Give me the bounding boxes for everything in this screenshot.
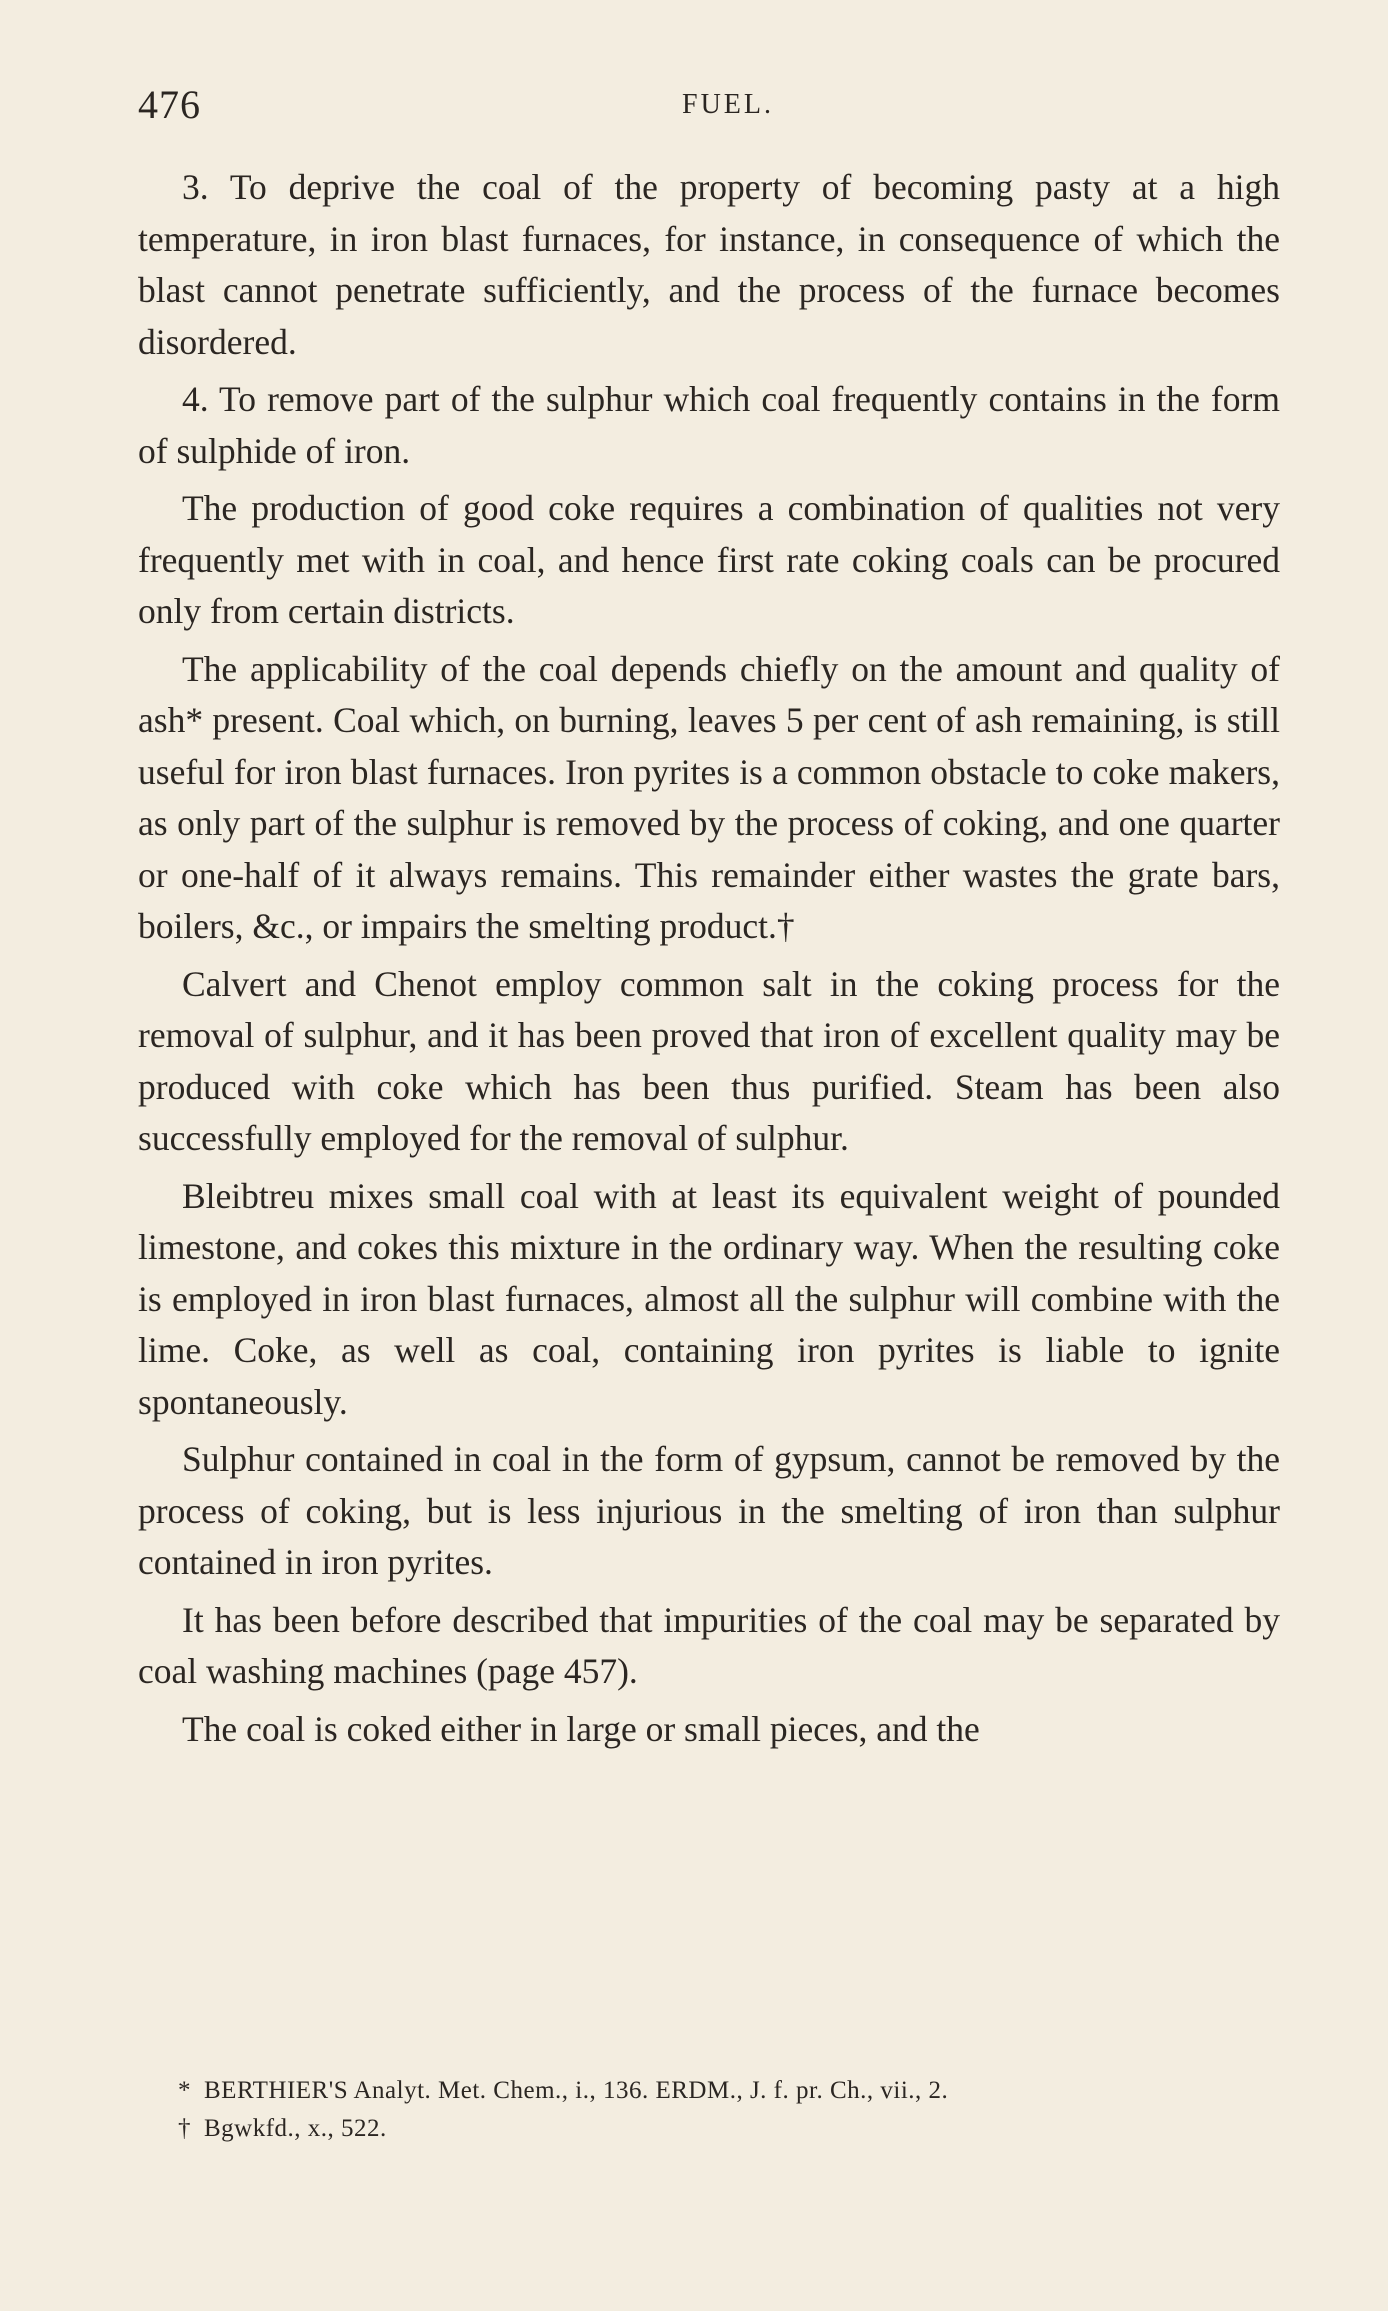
body-text — [138, 162, 1280, 1761]
paragraph-coking-pieces: The coal is coked either in large or small pieces, and the — [182, 1708, 980, 1749]
footnote-mark: * — [178, 2077, 191, 2104]
paragraph-bleibtreu: Bleibtreu mixes small coal with at least its equivalent weight of pounded limestone, and cokes this mixture in the ordinary way. When the resulting coke is employed in iron blast furnaces, almost all the sulphur will combine with the lime. Coke, as well as coal, containing iron pyrites is liable to ignite spontaneously. — [138, 1175, 1280, 1422]
footnote-text: BERTHIER'S Analyt. Met. Chem., i., 136. ERDM., J. f. pr. Ch., vii., 2. — [204, 2077, 949, 2104]
footnote-text: Bgwkfd., x., 522. — [204, 2115, 387, 2142]
paragraph-item-3: 3. To deprive the coal of the property of becoming pasty at a high temperature, in iron blast furnaces, for instance, in consequence of which the blast cannot penetrate sufficiently, and the process of the furnace becomes disordered. — [138, 167, 1280, 362]
paragraph-calvert-chenot: Calvert and Chenot employ common salt in the coking process for the removal of sulphur, and it has been proved that iron of excellent quality may be produced with coke which has been thus purified. Steam has been also successfully employed for the removal of sulphur. — [138, 963, 1280, 1158]
footnote-dagger — [178, 2110, 1248, 2148]
footnote-asterisk — [178, 2072, 1248, 2110]
paragraph-coal-washing: It has been before described that impurities of the coal may be separated by coal washing machines (page 457). — [138, 1599, 1280, 1691]
running-head — [138, 80, 1278, 130]
paragraph-ash-applicability: The applicability of the coal depends chiefly on the amount and quality of ash* present. Coal which, on burning, leaves 5 per cent of ash remaining, is still useful for iron blast furnaces. Iron pyrites is a common obstacle to coke makers, as only part of the sulphur is removed by the process of coking, and one quarter or one-half of it always remains. This remainder either wastes the grate bars, boilers, &c., or impairs the smelting product.† — [138, 648, 1280, 946]
paragraph-coke-production: The production of good coke requires a combination of qualities not very frequently met with in coal, and hence first rate coking coals can be procured only from certain districts. — [138, 488, 1280, 631]
running-title: FUEL. — [682, 89, 774, 120]
paragraph-item-4: 4. To remove part of the sulphur which coal frequently contains in the form of sulphide of iron. — [138, 379, 1280, 471]
page-number: 476 — [138, 82, 201, 127]
footnote-mark: † — [178, 2115, 191, 2142]
footnotes — [178, 2072, 1248, 2148]
paragraph-gypsum-sulphur: Sulphur contained in coal in the form of gypsum, cannot be removed by the process of coking, but is less injurious in the smelting of iron than sulphur contained in iron pyrites. — [138, 1439, 1280, 1582]
